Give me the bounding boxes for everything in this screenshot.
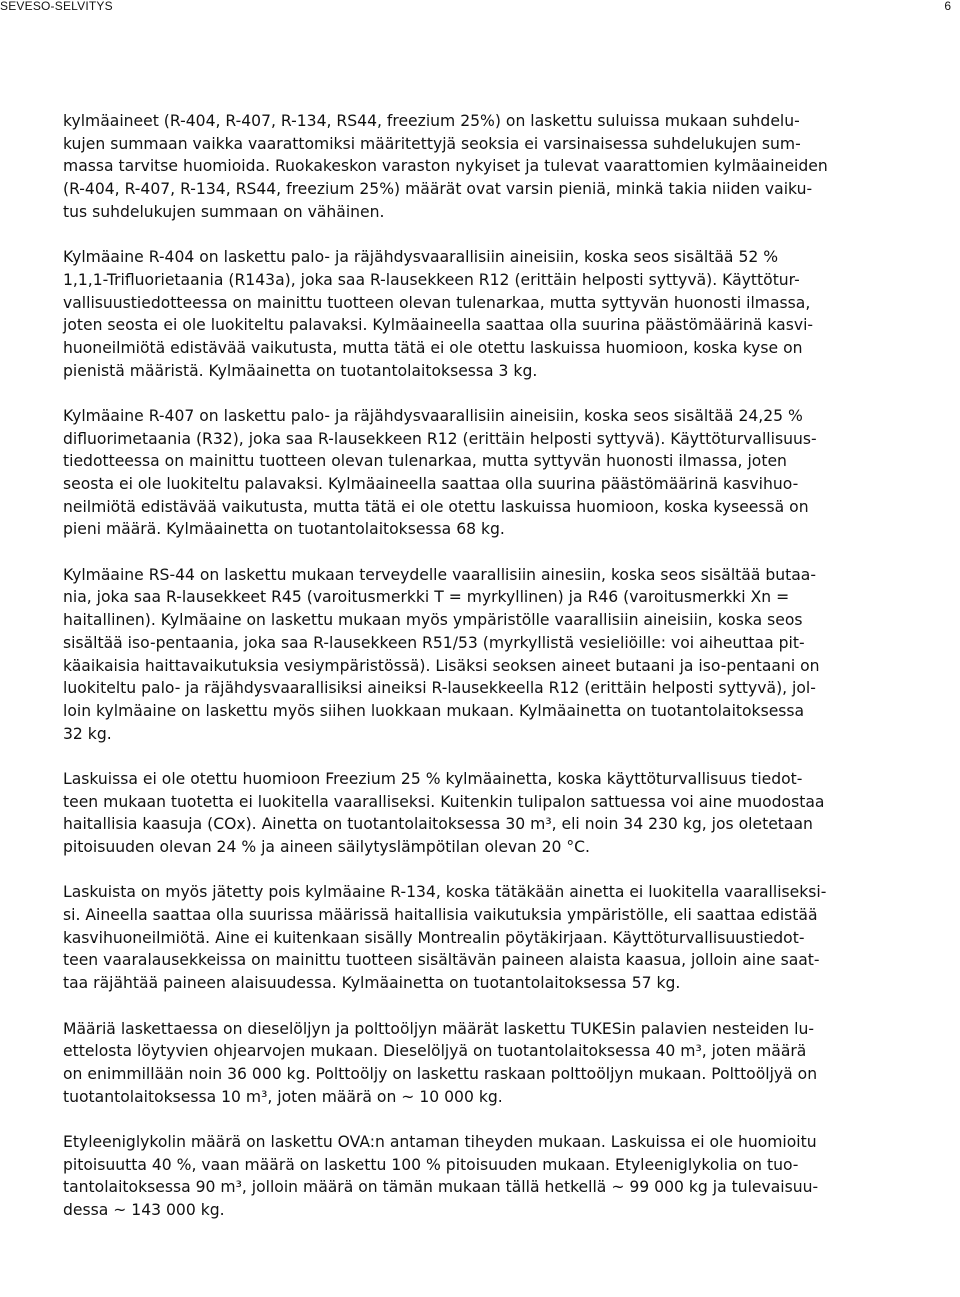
- paragraph-line: teen vaaralausekkeissa on mainittu tuotteen sisältävän paineen alaista kaasua, jolloin aine saat-: [63, 951, 820, 970]
- paragraph-line: ettelosta löytyvien ohjearvojen mukaan. Dieselöljyä on tuotantolaitoksessa 40 m³, joten määrä: [63, 1042, 807, 1061]
- paragraph-line: sisältää iso-pentaania, joka saa R-lausekkeen R51/53 (myrkyllistä vesieliöille: voi aiheuttaa pit-: [63, 633, 805, 652]
- paragraph-spacer: [63, 382, 943, 405]
- paragraph-spacer: [63, 745, 943, 768]
- document-body: [63, 110, 943, 1222]
- paragraph-line: haitallisia kaasuja (COx). Ainetta on tuotantolaitoksessa 30 m³, eli noin 34 230 kg, jos oletetaan: [63, 815, 813, 834]
- paragraph-line: luokiteltu palo- ja räjähdysvaarallisiksi aineiksi R-lausekkeella R12 (erittäin helposti syttyvä), jol-: [63, 679, 816, 698]
- paragraph-spacer: [63, 859, 943, 882]
- paragraph-line: Laskuissa ei ole otettu huomioon Freezium 25 % kylmäainetta, koska käyttöturvallisuus tiedot-: [63, 769, 803, 788]
- paragraph-line: haitallinen). Kylmäaine on laskettu mukaan myös ympäristölle vaarallisiin aineisiin, koska seos: [63, 611, 803, 630]
- paragraph-line: taa räjähtää paineen alaisuudessa. Kylmäainetta on tuotantolaitoksessa 57 kg.: [63, 974, 681, 993]
- paragraph-line: Laskuista on myös jätetty pois kylmäaine R-134, koska tätäkään ainetta ei luokitella vaaralliseksi-: [63, 883, 827, 902]
- paragraph-line: nia, joka saa R-lausekkeet R45 (varoitusmerkki T = myrkyllinen) ja R46 (varoitusmerkki Xn =: [63, 588, 790, 607]
- paragraph-line: on enimmillään noin 36 000 kg. Polttoöljy on laskettu raskaan polttoöljyn mukaan. Polttoöljyä on: [63, 1064, 818, 1083]
- paragraph-line: kylmäaineet (R-404, R-407, R-134, RS44, freezium 25%) on laskettu suluissa mukaan suhdelu-: [63, 112, 800, 130]
- paragraph-line: pienistä määristä. Kylmäainetta on tuotantolaitoksessa 3 kg.: [63, 361, 538, 380]
- paragraph-line: pitoisuuden olevan 24 % ja aineen säilytyslämpötilan olevan 20 °C.: [63, 838, 591, 856]
- paragraph-line: tantolaitoksessa 90 m³, jolloin määrä on tämän mukaan tällä hetkellä ~ 99 000 kg ja tulevaisuu-: [63, 1178, 819, 1197]
- paragraph-line: massa tarvitse huomioida. Ruokakeskon varaston nykyiset ja tulevat vaarattomien kylmäaineiden: [63, 157, 828, 176]
- paragraph: [63, 1018, 943, 1109]
- paragraph-line: huoneilmiötä edistävää vaikutusta, mutta tätä ei ole otettu laskuissa huomioon, koska kyse on: [63, 338, 803, 357]
- paragraph-line: teen mukaan tuotetta ei luokitella vaaralliseksi. Kuitenkin tulipalon sattuessa voi aine muodostaa: [63, 792, 825, 811]
- paragraph-line: Kylmäaine R-404 on laskettu palo- ja räjähdysvaarallisiin aineisiin, koska seos sisältää 52 %: [63, 248, 779, 267]
- paragraph-line: dessa ~ 143 000 kg.: [63, 1201, 225, 1219]
- paragraph-line: käaikaisia haittavaikutuksia vesiympäristössä). Lisäksi seoksen aineet butaani ja iso-pentaani on: [63, 656, 820, 675]
- paragraph-line: loin kylmäaine on laskettu myös siihen luokkaan mukaan. Kylmäainetta on tuotantolaitoksessa: [63, 701, 805, 720]
- running-header: [0, 0, 960, 16]
- document-title: SEVESO-SELVITYS: [0, 0, 113, 13]
- paragraph-line: Kylmäaine RS-44 on laskettu mukaan terveydelle vaarallisiin ainesiin, koska seos sisältää butaa-: [63, 565, 816, 584]
- paragraph-line: difluorimetaania (R32), joka saa R-lausekkeen R12 (erittäin helposti syttyvä). Käyttöturvallisuus-: [63, 429, 817, 448]
- paragraph-line: si. Aineella saattaa olla suurissa määrissä haitallisia vaikutuksia ympäristölle, eli saattaa edistää: [63, 906, 818, 925]
- paragraph: [63, 881, 943, 994]
- paragraph-line: tus suhdelukujen summaan on vähäinen.: [63, 202, 385, 221]
- paragraph-line: (R-404, R-407, R-134, RS44, freezium 25%) määrät ovat varsin pieniä, minkä takia niiden vaiku-: [63, 180, 813, 199]
- paragraph: [63, 564, 943, 746]
- paragraph-line: joten seosta ei ole luokiteltu palavaksi. Kylmäaineella saattaa olla suurina päästömäärinä kasvi-: [63, 316, 814, 335]
- paragraph-spacer: [63, 995, 943, 1018]
- paragraph-line: seosta ei ole luokiteltu palavaksi. Kylmäaineella saattaa olla suurina päästömäärinä kasvihuo-: [63, 475, 799, 493]
- paragraph-line: 32 kg.: [63, 724, 112, 743]
- paragraph-spacer: [63, 1108, 943, 1131]
- paragraph-line: tuotantolaitoksessa 10 m³, joten määrä on ~ 10 000 kg.: [63, 1087, 503, 1106]
- paragraph-line: Määriä laskettaessa on dieselöljyn ja polttoöljyn määrät laskettu TUKESin palavien nesteiden lu-: [63, 1019, 814, 1038]
- paragraph-spacer: [63, 541, 943, 564]
- paragraph: [63, 405, 943, 541]
- paragraph-line: Kylmäaine R-407 on laskettu palo- ja räjähdysvaarallisiin aineisiin, koska seos sisältää 24,25 %: [63, 406, 803, 425]
- paragraph-line: kasvihuoneilmiötä. Aine ei kuitenkaan sisälly Montrealin pöytäkirjaan. Käyttöturvallisuustiedot-: [63, 928, 805, 947]
- paragraph: [63, 110, 943, 223]
- paragraph: [63, 1131, 943, 1222]
- paragraph-line: 1,1,1-Trifluorietaania (R143a), joka saa R-lausekkeen R12 (erittäin helposti syttyvä). Käyttötur-: [63, 270, 800, 289]
- paragraph: [63, 246, 943, 382]
- paragraph: [63, 768, 943, 859]
- paragraph-line: pieni määrä. Kylmäainetta on tuotantolaitoksessa 68 kg.: [63, 520, 505, 539]
- paragraph-spacer: [63, 223, 943, 246]
- paragraph-line: tiedotteessa on mainittu tuotteen olevan tulenarkaa, mutta syttyvän huonosti ilmassa, joten: [63, 452, 787, 471]
- page-number: 6: [944, 0, 951, 13]
- paragraph-line: neilmiötä edistävää vaikutusta, mutta tätä ei ole otettu laskuissa huomioon, koska kyseessä on: [63, 497, 809, 516]
- paragraph-line: Etyleeniglykolin määrä on laskettu OVA:n antaman tiheyden mukaan. Laskuissa ei ole huomioitu: [63, 1132, 817, 1151]
- paragraph-line: kujen summaan vaikka vaarattomiksi määritettyjä seoksia ei varsinaisessa suhdelukujen sum-: [63, 134, 801, 153]
- paragraph-line: pitoisuutta 40 %, vaan määrä on laskettu 100 % pitoisuuden mukaan. Etyleeniglykolia on tuo-: [63, 1155, 799, 1174]
- paragraph-line: vallisuustiedotteessa on mainittu tuotteen olevan tulenarkaa, mutta syttyvän huonosti ilmassa,: [63, 293, 811, 312]
